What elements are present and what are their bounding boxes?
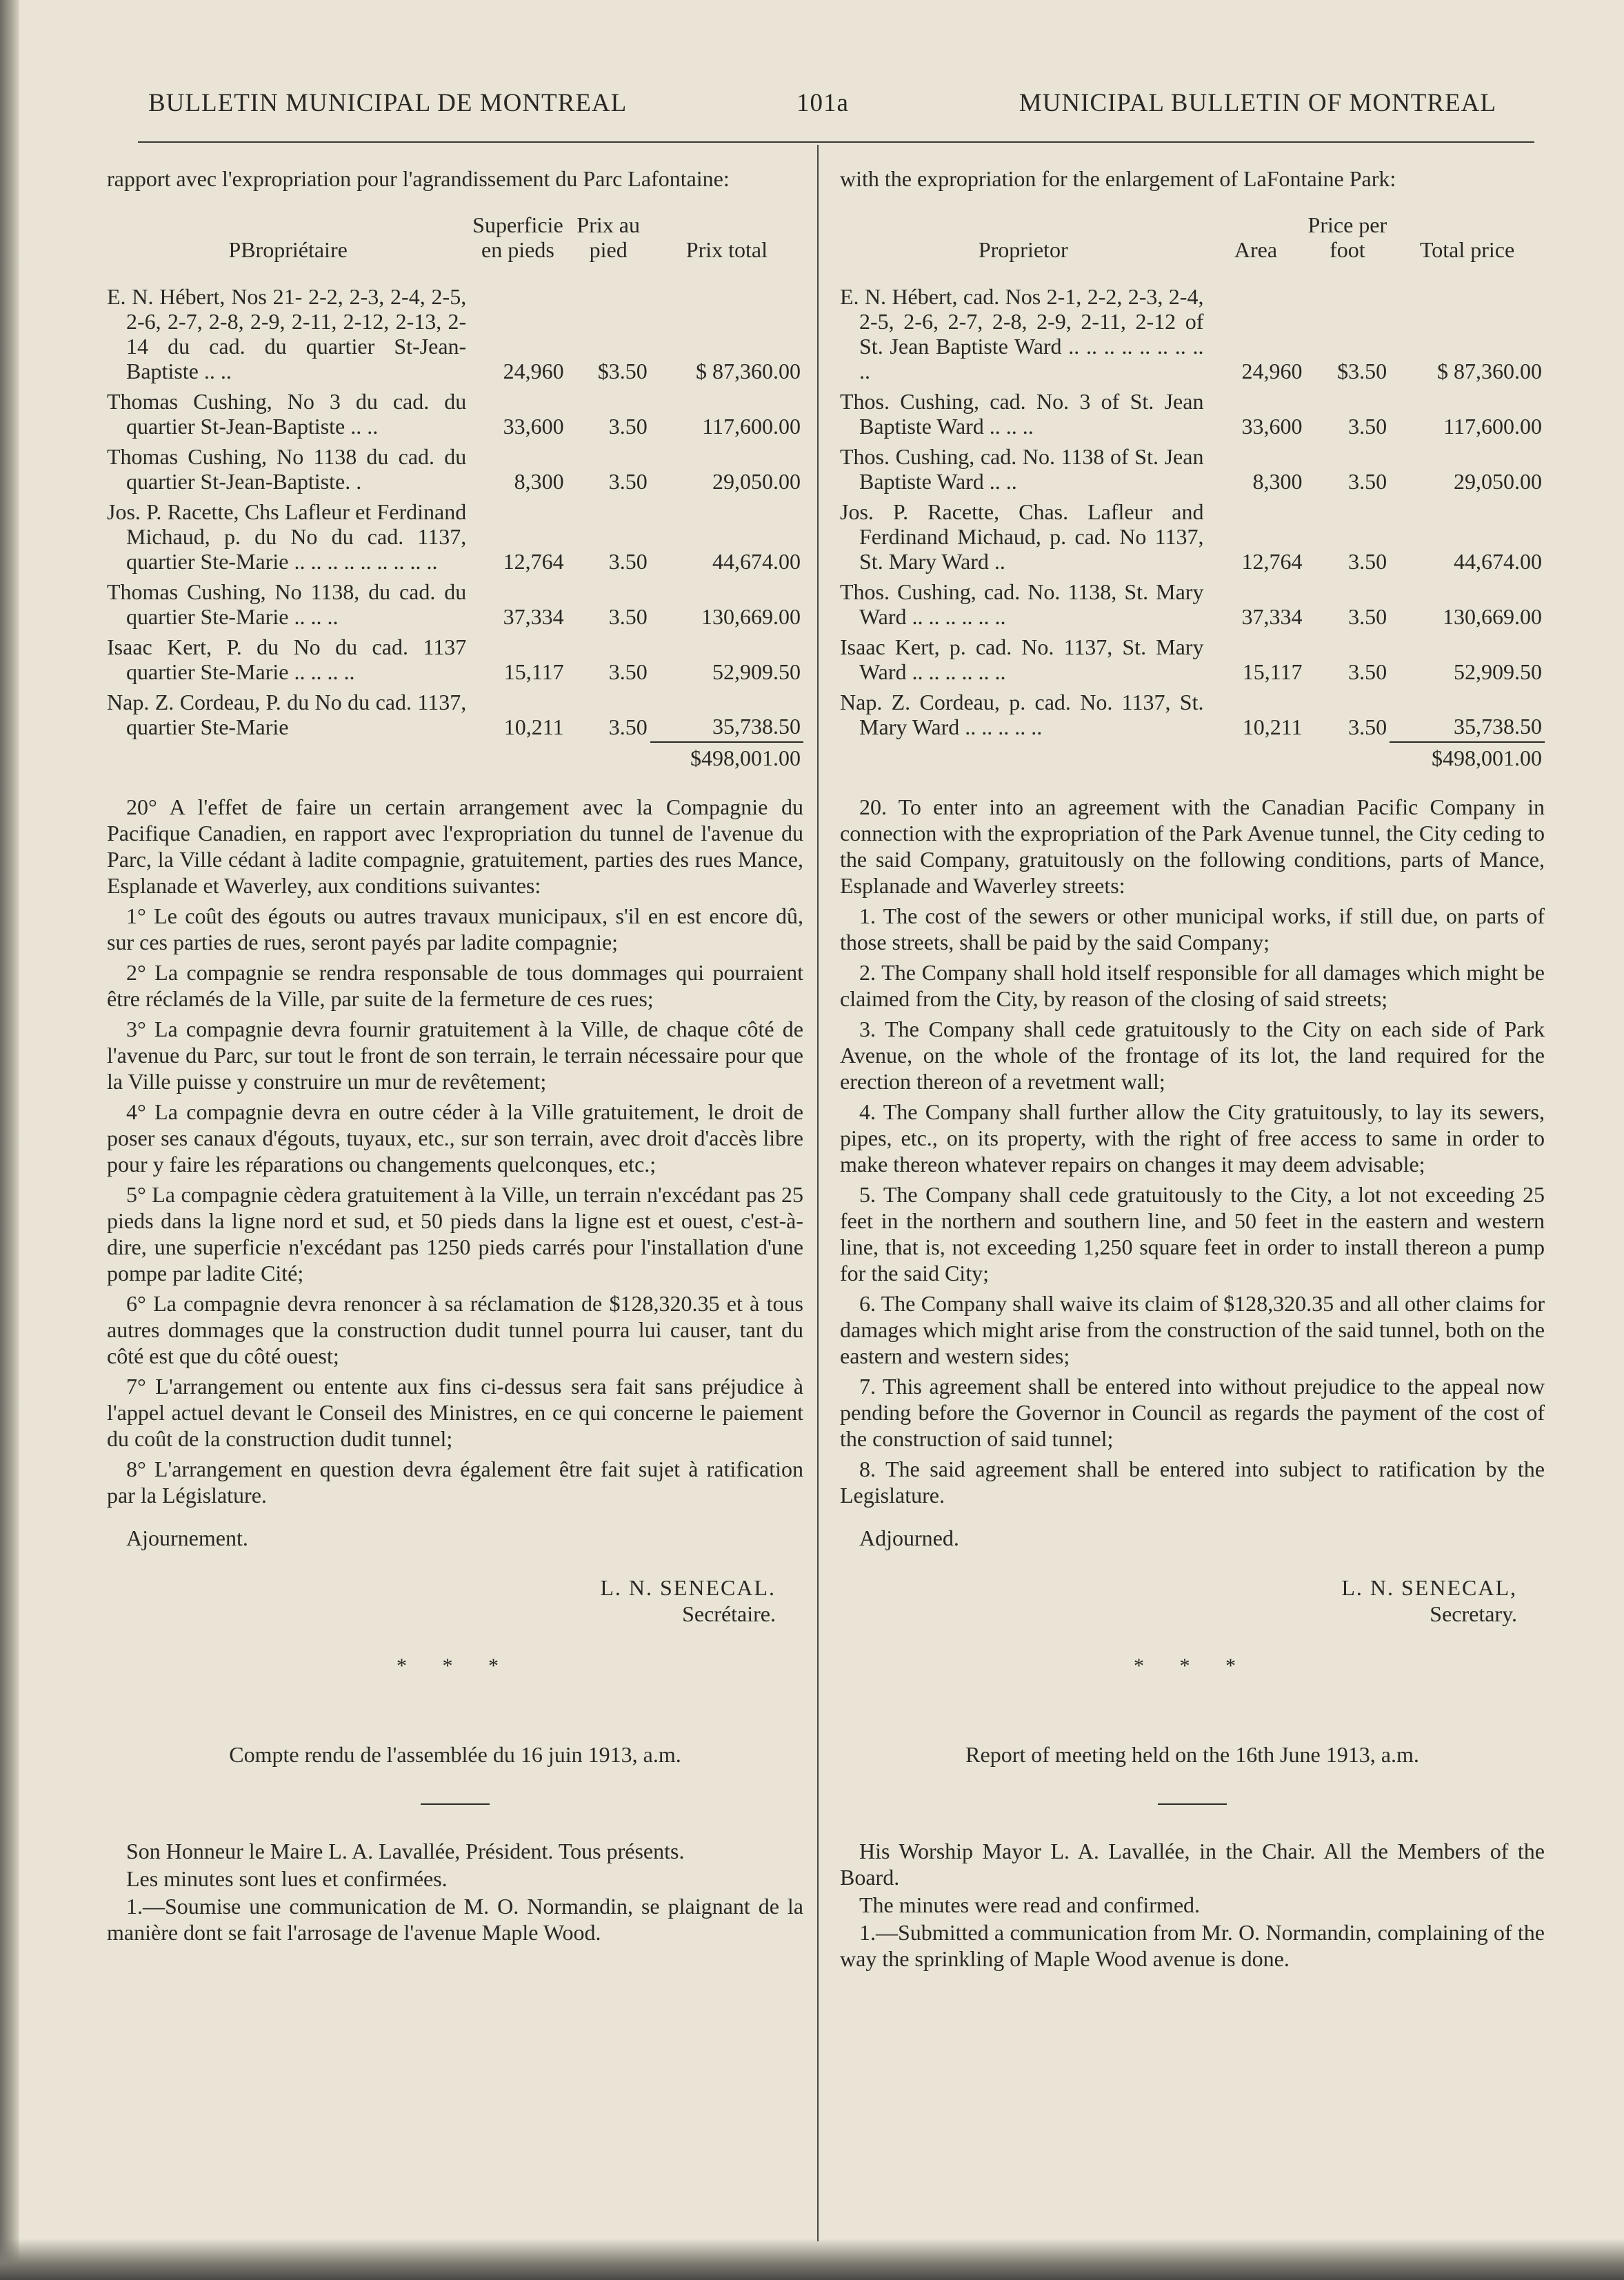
proprietor-cell: Thos. Cushing, cad. No. 1138, St. Mary Ward .. .. .. .. .. .. xyxy=(840,579,1204,629)
list-item: 8° L'arrangement en question devra également être fait sujet à ratification par la Législature. xyxy=(107,1457,803,1508)
list-item: 2° La compagnie se rendra responsable de tous dommages qui pourraient être réclamés de la Ville, par suite de la fermeture de ces rues; xyxy=(107,960,803,1011)
english-report-title: Report of meeting held on the 16th June 1913, a.m. xyxy=(965,1742,1419,1767)
page-binding-edge xyxy=(0,0,19,2280)
total-cell: 52,909.50 xyxy=(712,659,801,684)
short-rule xyxy=(1158,1803,1227,1805)
proprietor-cell: Jos. P. Racette, Chs Lafleur et Ferdinand Michaud, p. du No du cad. 1137, quartier Ste-Marie .. .. .. .. .. .. .. .. .. xyxy=(107,499,467,574)
french-adjourned: Ajournement. xyxy=(126,1526,248,1550)
short-rule xyxy=(421,1803,490,1805)
col-header-proprietor: Proprietor xyxy=(978,237,1068,262)
french-column xyxy=(107,166,803,1946)
total-cell: 35,738.50 xyxy=(712,714,801,739)
table-row xyxy=(840,687,1545,742)
area-cell: 24,960 xyxy=(1241,359,1303,383)
total-cell: 117,600.00 xyxy=(1443,414,1542,439)
col-header-price: Price per foot xyxy=(1307,212,1387,262)
signature-title: Secretary. xyxy=(1430,1601,1517,1626)
price-cell: $3.50 xyxy=(1337,359,1387,383)
total-cell: 130,669.00 xyxy=(1443,604,1542,629)
list-item: 1. The cost of the sewers or other municipal works, if still due, on parts of those streets, shall be paid by the said Company; xyxy=(840,903,1545,954)
list-item: Les minutes sont lues et confirmées. xyxy=(126,1866,448,1891)
table-total-row xyxy=(840,742,1545,773)
price-cell: 3.50 xyxy=(1348,714,1387,739)
list-item: 8. The said agreement shall be entered into subject to ratification by the Legislature. xyxy=(840,1457,1545,1508)
table-row xyxy=(840,441,1545,497)
list-item: Son Honneur le Maire L. A. Lavallée, Président. Tous présents. xyxy=(126,1839,685,1863)
total-cell: 117,600.00 xyxy=(702,414,801,439)
list-item: 3. The Company shall cede gratuitously to the City on each side of Park Avenue, on the whole of the frontage of its lot, the land required for the erection thereon of a revetment wall; xyxy=(840,1017,1545,1094)
list-item: 1° Le coût des égouts ou autres travaux municipaux, s'il en est encore dû, sur ces parties de rues, seront payés par ladite compagnie; xyxy=(107,903,803,954)
proprietor-cell: E. N. Hébert, Nos 21- 2-2, 2-3, 2-4, 2-5, 2-6, 2-7, 2-8, 2-9, 2-11, 2-12, 2-13, 2-14 du cad. du quartier St-Jean-Baptiste .. .. xyxy=(107,284,467,383)
area-cell: 8,300 xyxy=(514,469,564,494)
col-header-area: Superficie en pieds xyxy=(472,212,563,262)
list-item: 1.—Submitted a communication from Mr. O. Normandin, complaining of the way the sprinkling of Maple Wood avenue is done. xyxy=(840,1920,1545,1971)
total-cell: 130,669.00 xyxy=(701,604,801,629)
list-item: 4° La compagnie devra en outre céder à la Ville gratuitement, le droit de poser ses canaux d'égouts, tuyaux, etc., sur son terrain, avec droit d'accès libre pour y faire les réparations ou changements quelconques, etc.; xyxy=(107,1099,803,1177)
price-cell: $3.50 xyxy=(597,359,648,383)
area-cell: 12,764 xyxy=(1241,549,1303,574)
signature-title: Secrétaire. xyxy=(682,1601,776,1626)
area-cell: 8,300 xyxy=(1252,469,1303,494)
proprietor-cell: Thos. Cushing, cad. No. 1138 of St. Jean Baptiste Ward .. .. xyxy=(840,444,1204,494)
signature-name: L. N. SENECAL. xyxy=(600,1575,776,1600)
french-signature xyxy=(107,1574,803,1627)
french-intro: rapport avec l'expropriation pour l'agrandissement du Parc Lafontaine: xyxy=(107,166,730,191)
table-row xyxy=(107,386,803,441)
total-cell: 52,909.50 xyxy=(1454,659,1542,684)
table-row xyxy=(107,497,803,577)
grand-total: $498,001.00 xyxy=(650,742,803,773)
price-cell: 3.50 xyxy=(1348,469,1387,494)
price-cell: 3.50 xyxy=(1348,414,1387,439)
english-expropriation-table xyxy=(840,212,1545,773)
english-signature xyxy=(840,1574,1545,1627)
price-cell: 3.50 xyxy=(608,714,648,739)
list-item: 5° La compagnie cèdera gratuitement à la Ville, un terrain n'excédant pas 25 pieds dans la ligne nord et sud, et 50 pieds dans la ligne est et ouest, c'est-à-dire, une superficie n'excédant pas 1250 pieds carrés pour l'installation d'une pompe par ladite Cité; xyxy=(107,1182,803,1286)
section-separator: * * * xyxy=(1134,1654,1251,1677)
list-item: 7. This agreement shall be entered into without prejudice to the appeal now pending before the Governor in Council as regards the payment of the cost of the construction of said tunnel; xyxy=(840,1374,1545,1451)
list-item: 2. The Company shall hold itself responsible for all damages which might be claimed from the City, by reason of the closing of said streets; xyxy=(840,960,1545,1011)
french-minutes xyxy=(107,1838,803,1946)
list-item: 5. The Company shall cede gratuitously to the City, a lot not exceeding 25 feet in the northern and southern line, and 50 feet in the eastern and western line, that is, not exceeding 1,250 square feet in order to install thereon a pump for the said City; xyxy=(840,1182,1545,1286)
proprietor-cell: Thomas Cushing, No 3 du cad. du quartier St-Jean-Baptiste .. .. xyxy=(107,389,467,439)
list-item: 3° La compagnie devra fournir gratuitement à la Ville, de chaque côté de l'avenue du Parc, sur tout le front de son terrain, le terrain nécessaire pour que la Ville puisse y construire un mur de revêtement; xyxy=(107,1017,803,1094)
col-header-total: Total price xyxy=(1419,237,1515,262)
area-cell: 37,334 xyxy=(1241,604,1303,629)
area-cell: 10,211 xyxy=(503,714,564,739)
table-row xyxy=(107,687,803,742)
signature-name: L. N. SENECAL, xyxy=(1341,1575,1517,1600)
area-cell: 15,117 xyxy=(503,659,564,684)
table-total-row xyxy=(107,742,803,773)
french-paragraph-20: 20° A l'effet de faire un certain arrangement avec la Compagnie du Pacifique Canadien, en rapport avec l'expropriation du tunnel de l'avenue du Parc, la Ville cédant à ladite compagnie, gratuitement, parties des rues Mance, Esplanade et Waverley, aux conditions suivantes: xyxy=(107,794,803,898)
list-item: 6° La compagnie devra renoncer à sa réclamation de $128,320.35 et à tous autres dommages que la construction dudit tunnel pourra lui causer, tant du côté est que du côté ouest; xyxy=(107,1291,803,1368)
col-header-area: Area xyxy=(1234,237,1278,262)
proprietor-cell: E. N. Hébert, cad. Nos 2-1, 2-2, 2-3, 2-4, 2-5, 2-6, 2-7, 2-8, 2-9, 2-11, 2-12 of St. Jean Baptiste Ward .. .. .. .. .. .. .. .. .. xyxy=(840,284,1204,383)
price-cell: 3.50 xyxy=(608,414,648,439)
english-intro: with the expropriation for the enlargement of LaFontaine Park: xyxy=(840,166,1396,191)
area-cell: 33,600 xyxy=(1241,414,1303,439)
table-row xyxy=(840,577,1545,632)
total-cell: $ 87,360.00 xyxy=(1437,359,1542,383)
price-cell: 3.50 xyxy=(608,604,648,629)
table-header-row xyxy=(840,212,1545,281)
area-cell: 24,960 xyxy=(503,359,564,383)
total-cell: 44,674.00 xyxy=(712,549,801,574)
list-item: 7° L'arrangement ou entente aux fins ci-dessus sera fait sans préjudice à l'appel actuel devant le Conseil des Ministres, en ce qui concerne le paiement du coût de la construction dudit tunnel; xyxy=(107,1374,803,1451)
table-row xyxy=(840,497,1545,577)
price-cell: 3.50 xyxy=(608,549,648,574)
english-paragraph-20: 20. To enter into an agreement with the Canadian Pacific Company in connection with the expropriation of the Park Avenue tunnel, the City ceding to the said Company, gratuitously on the following conditions, parts of Mance, Esplanade and Waverley streets: xyxy=(840,794,1545,898)
table-row xyxy=(107,632,803,687)
proprietor-cell: Thos. Cushing, cad. No. 3 of St. Jean Baptiste Ward .. .. .. xyxy=(840,389,1204,439)
page-bottom-shadow xyxy=(0,2239,1624,2280)
area-cell: 10,211 xyxy=(1242,714,1303,739)
total-cell: 29,050.00 xyxy=(712,469,801,494)
table-row xyxy=(107,577,803,632)
total-cell: 29,050.00 xyxy=(1454,469,1542,494)
total-cell: 35,738.50 xyxy=(1454,714,1542,739)
english-adjourned: Adjourned. xyxy=(859,1526,959,1550)
area-cell: 37,334 xyxy=(503,604,564,629)
table-row xyxy=(840,632,1545,687)
grand-total: $498,001.00 xyxy=(1390,742,1545,773)
col-header-proprietor: PBropriétaire xyxy=(228,237,348,262)
area-cell: 33,600 xyxy=(503,414,564,439)
list-item: The minutes were read and confirmed. xyxy=(859,1892,1201,1917)
list-item: 4. The Company shall further allow the City gratuitously, to lay its sewers, pipes, etc., on its property, with the right of free access to same in order to make thereon whatever repairs on changes it may deem advisable; xyxy=(840,1099,1545,1177)
proprietor-cell: Thomas Cushing, No 1138, du cad. du quartier Ste-Marie .. .. .. xyxy=(107,579,467,629)
table-row xyxy=(840,281,1545,386)
header-rule xyxy=(138,141,1534,143)
total-cell: 44,674.00 xyxy=(1454,549,1542,574)
page-number: 101a xyxy=(796,89,849,117)
proprietor-cell: Isaac Kert, P. du No du cad. 1137 quartier Ste-Marie .. .. .. .. xyxy=(107,634,467,684)
list-item: 6. The Company shall waive its claim of $128,320.35 and all other claims for damages which might arise from the construction of the said tunnel, both on the eastern and western sides; xyxy=(840,1291,1545,1368)
column-divider xyxy=(817,145,819,2241)
price-cell: 3.50 xyxy=(608,469,648,494)
list-item: 1.—Soumise une communication de M. O. Normandin, se plaignant de la manière dont se fait l'arrosage de l'avenue Maple Wood. xyxy=(107,1894,803,1945)
french-expropriation-table xyxy=(107,212,803,773)
french-report-title: Compte rendu de l'assemblée du 16 juin 1913, a.m. xyxy=(229,1742,681,1767)
english-conditions-list xyxy=(840,903,1545,1508)
section-separator: * * * xyxy=(397,1654,514,1677)
table-header-row xyxy=(107,212,803,281)
header-french-title: BULLETIN MUNICIPAL DE MONTREAL xyxy=(148,89,628,117)
total-cell: $ 87,360.00 xyxy=(696,359,801,383)
area-cell: 12,764 xyxy=(503,549,564,574)
english-column xyxy=(840,166,1545,1972)
list-item: His Worship Mayor L. A. Lavallée, in the Chair. All the Members of the Board. xyxy=(840,1839,1545,1890)
price-cell: 3.50 xyxy=(1348,549,1387,574)
proprietor-cell: Jos. P. Racette, Chas. Lafleur and Ferdinand Michaud, p. cad. No 1137, St. Mary Ward .. xyxy=(840,499,1204,574)
col-header-total: Prix total xyxy=(685,237,768,262)
table-row xyxy=(107,281,803,386)
price-cell: 3.50 xyxy=(608,659,648,684)
proprietor-cell: Nap. Z. Cordeau, p. cad. No. 1137, St. Mary Ward .. .. .. .. .. xyxy=(840,690,1204,739)
col-header-price: Prix au pied xyxy=(577,212,640,262)
french-conditions-list xyxy=(107,903,803,1508)
english-minutes xyxy=(840,1838,1545,1972)
area-cell: 15,117 xyxy=(1242,659,1303,684)
header-english-title: MUNICIPAL BULLETIN OF MONTREAL xyxy=(1019,89,1496,117)
proprietor-cell: Nap. Z. Cordeau, P. du No du cad. 1137, quartier Ste-Marie xyxy=(107,690,467,739)
table-row xyxy=(107,441,803,497)
table-row xyxy=(840,386,1545,441)
page-header xyxy=(148,88,1496,130)
price-cell: 3.50 xyxy=(1348,604,1387,629)
proprietor-cell: Thomas Cushing, No 1138 du cad. du quartier St-Jean-Baptiste. . xyxy=(107,444,467,494)
proprietor-cell: Isaac Kert, p. cad. No. 1137, St. Mary Ward .. .. .. .. .. .. xyxy=(840,634,1204,684)
price-cell: 3.50 xyxy=(1348,659,1387,684)
